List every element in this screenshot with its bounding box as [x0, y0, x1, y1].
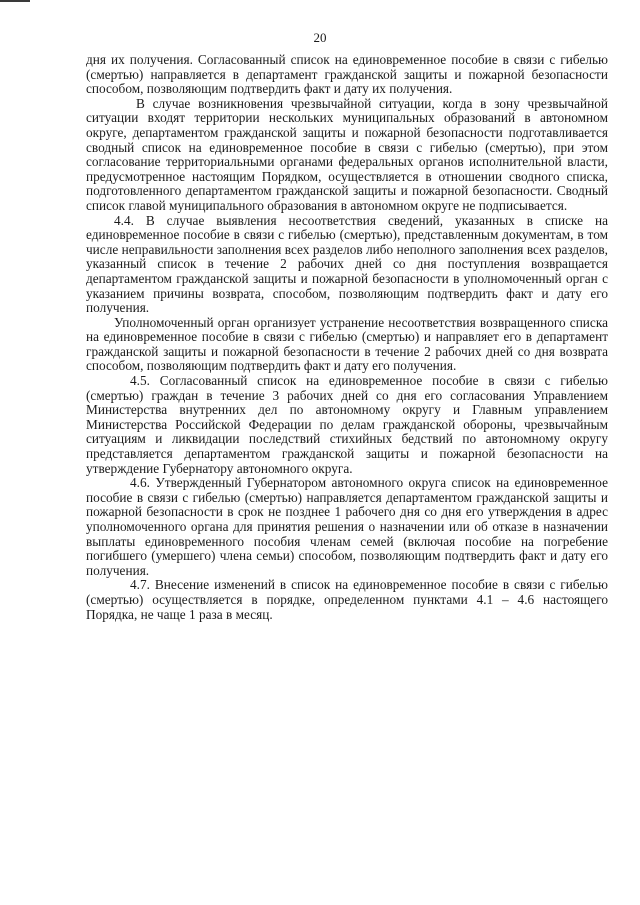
document-body — [86, 53, 608, 622]
page-number: 20 — [313, 30, 327, 45]
scan-corner-mark — [0, 0, 30, 2]
paragraph-4-4-authorized-body: Уполномоченный орган организует устранение несоответствия возвращенного списка на единовременное пособие в связи с гибелью (смертью) и направляет его в департамент гражданской защиты и пожарной безопасности в течение 2 рабочих дней со дня возврата способом, позволяющим подтвердить факт и дату его получения. — [86, 314, 608, 374]
paragraph-emergency-summary-list: В случае возникновения чрезвычайной ситуации, когда в зону чрезвычайной ситуации входят территории нескольких муниципальных образований в автономном округе, департаментом гражданской защиты и пожарной безопасности подготавливается сводный список на единовременное пособие в связи с гибелью (смертью), при этом согласование территориальными органами федеральных органов исполнительной власти, предусмотренное настоящим Порядком, осуществляется в отношении сводного списка, подготовленного департаментом гражданской защиты и пожарной безопасности. Сводный список главой муниципального образования в автономном округе не подписывается. — [86, 95, 608, 213]
paragraph-4-6: 4.6. Утвержденный Губернатором автономного округа список на единовременное пособие в связи с гибелью (смертью) направляется департаментом гражданской защиты и пожарной безопасности в срок не позднее 1 рабочего дня со дня его утверждения в адрес уполномоченного органа для принятия решения о назначении или об отказе в назначении выплаты единовременного пособия членам семей (включая пособие на погребение погибшего (умершего) члена семьи) способом, позволяющим подтвердить факт и дату его получения. — [86, 475, 608, 578]
paragraph-4-4: 4.4. В случае выявления несоответствия сведений, указанных в списке на единовременное пособие в связи с гибелью (смертью), представленным документам, в том числе неправильности заполнения всех разделов либо неполного заполнения всех разделов, указанный список в течение 2 рабочих дней со дня поступления возвращается департаментом гражданской защиты и пожарной безопасности в уполномоченный орган с указанием причины возврата, способом, позволяющим подтвердить факт и дату его получения. — [86, 212, 608, 316]
paragraph-4-7: 4.7. Внесение изменений в список на единовременное пособие в связи с гибелью (смертью) осуществляется в порядке, определенном пунктами 4.1 – 4.6 настоящего Порядка, не чаще 1 раза в месяц. — [86, 577, 608, 622]
paragraph-continuation: дня их получения. Согласованный список на единовременное пособие в связи с гибелью (смертью) направляется в департамент гражданской защиты и пожарной безопасности способом, позволяющим подтвердить факт и дату их получения. — [86, 52, 608, 97]
paragraph-4-5: 4.5. Согласованный список на единовременное пособие в связи с гибелью (смертью) граждан в течение 3 рабочих дней со дня его согласования Управлением Министерства внутренних дел по автономному округу и Главным управлением Министерства Российской Федерации по делам гражданской обороны, чрезвычайным ситуациям и ликвидации последствий стихийных бедствий по автономному округу представляется департаментом гражданской защиты и пожарной безопасности на утверждение Губернатору автономного округа. — [86, 373, 608, 476]
